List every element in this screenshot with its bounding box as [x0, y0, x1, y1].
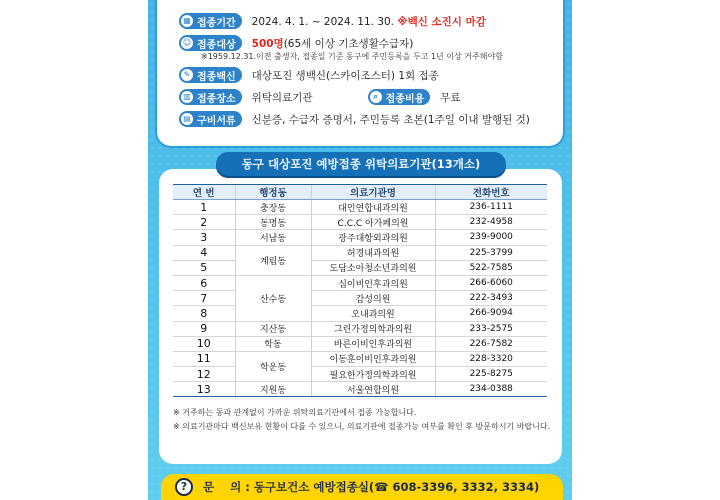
table-row [173, 382, 547, 397]
table-row [173, 215, 547, 230]
building-icon: ▥ [181, 91, 193, 103]
table-cell-dong: 학운동 [235, 351, 311, 381]
table-row [173, 245, 547, 260]
contact-text: 문 의 : 동구보건소 예방접종실(☎ 608-3396, 3332, 3334) [203, 480, 540, 494]
target-label: 접종대상 [197, 39, 236, 51]
table-cell-name: 서울연합의원 [311, 382, 435, 397]
people-icon: ☺ [182, 38, 192, 47]
col-header-dong: 행정동 [235, 185, 311, 200]
table-cell-no: 7 [173, 291, 235, 306]
table-cell-name: 광주대항외과의원 [311, 230, 435, 245]
table-cell-name: 허경내과의원 [311, 245, 435, 260]
table-cell-no: 6 [173, 275, 235, 290]
table-cell-name: 오내과의원 [311, 306, 435, 321]
clinic-list-banner: 동구 대상포진 예방접종 위탁의료기관(13개소) [216, 152, 506, 176]
table-cell-phone: 228-3320 [435, 351, 547, 366]
table-cell-dong: 지원동 [235, 382, 311, 397]
col-header-phone: 전화번호 [435, 185, 547, 200]
table-row [173, 321, 547, 336]
table-row [173, 200, 547, 215]
table-cell-dong: 지산동 [235, 321, 311, 336]
question-icon: ? [175, 478, 193, 496]
table-cell-dong: 충장동 [235, 200, 311, 215]
table-cell-name: 그린가정의학과의원 [311, 321, 435, 336]
place-cost-row [179, 86, 551, 108]
docs-value: 신분증, 수급자 증명서, 주민등록 초본(1주일 이내 발행된 것) [251, 113, 530, 126]
target-count: 500명 [251, 37, 284, 50]
table-cell-name: 바른이비인후과의원 [311, 336, 435, 351]
vaccine-chip [179, 67, 242, 83]
table-cell-no: 11 [173, 351, 235, 366]
table-cell-phone: 232-4958 [435, 215, 547, 230]
place-label: 접종장소 [197, 93, 236, 105]
magnifier-icon: ⌕ [370, 91, 382, 103]
table-row [173, 230, 547, 245]
table-cell-phone: 222-3493 [435, 291, 547, 306]
cost-value: 무료 [440, 91, 461, 104]
vaccine-label: 접종백신 [197, 71, 236, 83]
table-cell-no: 10 [173, 336, 235, 351]
table-cell-no: 8 [173, 306, 235, 321]
table-cell-no: 4 [173, 245, 235, 260]
table-cell-dong: 계림동 [235, 245, 311, 275]
table-cell-phone: 236-1111 [435, 200, 547, 215]
info-card [155, 0, 565, 148]
period-value [252, 14, 486, 29]
clinic-table [173, 184, 547, 397]
table-cell-dong: 학동 [235, 336, 311, 351]
period-chip [179, 13, 242, 29]
table-row [173, 351, 547, 366]
docs-chip [179, 111, 242, 127]
table-cell-no: 13 [173, 382, 235, 397]
docs-label: 구비서류 [197, 115, 236, 127]
table-cell-name: 심이비인후과의원 [311, 275, 435, 290]
table-row [173, 275, 547, 290]
table-row [173, 260, 547, 275]
table-row [173, 306, 547, 321]
target-chip [179, 35, 242, 51]
table-cell-phone: 522-7585 [435, 260, 547, 275]
target-note: ※1959.12.31.이전 출생자, 접종일 기준 동구에 주민등록을 두고 1년 이상 거주해야함 [201, 52, 503, 61]
period-row [179, 10, 551, 32]
table-cell-name: 대인연합내과의원 [311, 200, 435, 215]
target-value [252, 36, 414, 51]
col-header-name: 의료기관명 [311, 185, 435, 200]
vaccine-row [179, 64, 551, 86]
cost-label: 접종비용 [385, 93, 425, 105]
period-dates: 2024. 4. 1. ~ 2024. 11. 30. [251, 15, 395, 28]
table-cell-phone: 266-9094 [435, 306, 547, 321]
table-cell-name: C.C.C 아가페의원 [311, 215, 435, 230]
table-cell-no: 3 [173, 230, 235, 245]
table-cell-phone: 266-6060 [435, 275, 547, 290]
table-cell-dong: 산수동 [235, 275, 311, 321]
col-header-no: 연 번 [173, 185, 235, 200]
id-card-icon: ▤ [181, 113, 193, 125]
calendar-icon: ▦ [181, 15, 193, 27]
table-cell-phone: 234-0388 [435, 382, 547, 397]
table-cell-dong: 동명동 [235, 215, 311, 230]
table-cell-phone: 225-3799 [435, 245, 547, 260]
docs-row [179, 108, 551, 130]
table-cell-phone: 226-7582 [435, 336, 547, 351]
table-cell-name: 감성의원 [311, 291, 435, 306]
table-cell-dong: 서남동 [235, 230, 311, 245]
syringe-icon: ✎ [181, 69, 193, 81]
table-cell-phone: 233-2575 [435, 321, 547, 336]
table-cell-name: 도담소아청소년과의원 [311, 260, 435, 275]
target-desc: (65세 이상 기초생활수급자) [283, 37, 414, 50]
table-cell-name: 이동훈이비인후과의원 [311, 351, 435, 366]
period-deadline-note: ※백신 소진시 마감 [397, 15, 486, 28]
place-value: 위탁의료기관 [251, 91, 313, 104]
table-cell-no: 2 [173, 215, 235, 230]
table-cell-name: 필요한가정의학과의원 [311, 367, 435, 382]
footnote: ※ 의료기관마다 백신보유 현황이 다를 수 있으니, 의료기관에 접종가능 여부를 확인 후 방문하시기 바랍니다. [173, 422, 551, 432]
footnotes [173, 406, 550, 434]
table-cell-no: 9 [173, 321, 235, 336]
table-row [173, 336, 547, 351]
contact-bar [161, 474, 563, 500]
table-row [173, 367, 547, 382]
table-row [173, 291, 547, 306]
table-cell-no: 5 [173, 260, 235, 275]
table-cell-no: 12 [173, 367, 235, 382]
table-cell-phone: 225-8275 [435, 367, 547, 382]
period-label: 접종기간 [197, 17, 236, 29]
place-chip [179, 89, 242, 105]
footnote: ※ 거주하는 동과 관계없이 가까운 위탁의료기관에서 접종 가능합니다. [173, 408, 417, 418]
table-cell-phone: 239-9000 [435, 230, 547, 245]
clinic-table-card [159, 169, 562, 464]
cost-chip [368, 89, 431, 105]
vaccine-value: 대상포진 생백신(스카이조스터) 1회 접종 [251, 69, 439, 82]
table-header-row [173, 185, 547, 200]
table-cell-no: 1 [173, 200, 235, 215]
